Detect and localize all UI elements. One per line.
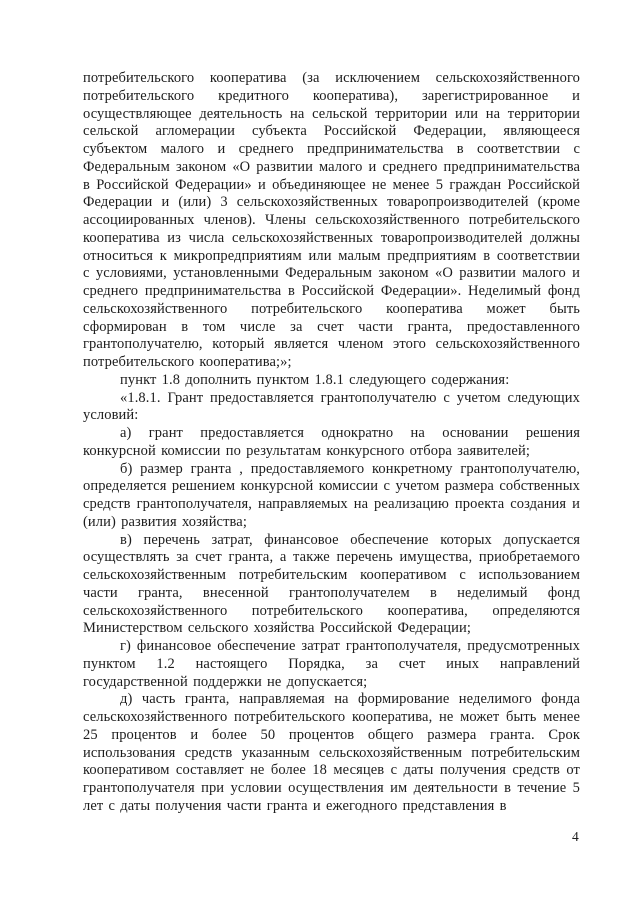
page-number: 4 <box>572 829 579 844</box>
paragraph: пункт 1.8 дополнить пунктом 1.8.1 следующего содержания: <box>120 371 510 388</box>
paragraph: потребительского кооператива (за исключением сельскохозяйственного потребительского кредитного кооператива), зарегистрированное и осуществляющее деятельность на сельской территории или на территории сельской агломерации субъекта Российской Федерации, являющееся субъектом малого и среднего предпринимательства в соответствии с Федеральным законом «О развитии малого и среднего предпринимательства в Российской Федерации» и объединяющее не менее 5 граждан Российской Федерации и (или) 3 сельскохозяйственных товаропроизводителей (кроме ассоциированных членов). Члены сельскохозяйственного потребительского кооператива из числа сельскохозяйственных товаропроизводителей должны относиться к микропредприятиям или малым предприятиям в соответствии с условиями, установленными Федеральным законом «О развитии малого и среднего предпринимательства в Российской Федерации». Неделимый фонд сельскохозяйственного потребительского кооператива может быть сформирован в том числе за счет части гранта, предоставленного грантополучателю, который является членом этого сельскохозяйственного потребительского кооператива;»; <box>83 70 580 370</box>
document-text <box>83 70 580 816</box>
paragraph: «1.8.1. Грант предоставляется грантополучателю с учетом следующих условий: <box>83 389 580 424</box>
paragraph: в) перечень затрат, финансовое обеспечение которых допускается осуществлять за счет гранта, а также перечень имущества, приобретаемого сельскохозяйственным потребительским кооперативом с использованием части гранта, внесенной грантополучателем в неделимый фонд сельскохозяйственного потребительского кооператива, определяются Министерством сельского хозяйства Российской Федерации; <box>83 531 580 637</box>
paragraph: б) размер гранта , предоставляемого конкретному грантополучателю, определяется решением конкурсной комиссии с учетом размера собственных средств грантополучателя, направляемых на реализацию проекта создания и (или) развития хозяйства; <box>83 460 580 530</box>
paragraph: а) грант предоставляется однократно на основании решения конкурсной комиссии по результатам конкурсного отбора заявителей; <box>83 425 580 459</box>
paragraph: г) финансовое обеспечение затрат грантополучателя, предусмотренных пунктом 1.2 настоящего Порядка, за счет иных направлений государственной поддержки не допускается; <box>83 638 580 690</box>
paragraph: д) часть гранта, направляемая на формирование неделимого фонда сельскохозяйственного потребительского кооператива, не может быть менее 25 процентов и более 50 процентов общего размера гранта. Срок использования средств указанным сельскохозяйственным потребительским кооперативом составляет не более 18 месяцев с даты получения средств от грантополучателя при условии осуществления им деятельности в течение 5 лет с даты получения части гранта и ежегодного представления в <box>83 691 580 814</box>
